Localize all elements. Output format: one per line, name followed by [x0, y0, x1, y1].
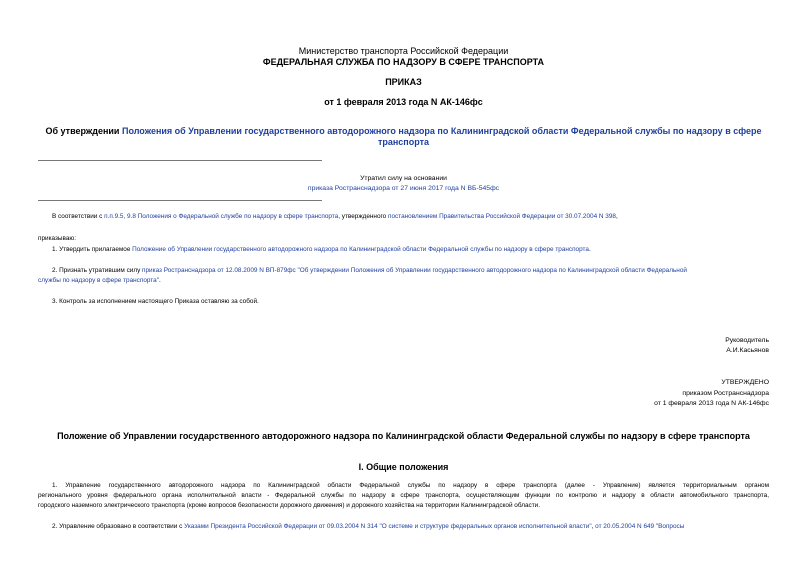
lost-force-note: Утратил силу на основании — [360, 175, 447, 182]
approval-stamp: УТВЕРЖДЕНО — [721, 379, 769, 386]
signature-name: А.И.Касьянов — [726, 347, 769, 354]
service-name: ФЕДЕРАЛЬНАЯ СЛУЖБА ПО НАДЗОРУ В СФЕРЕ ТРАНСПОРТА — [262, 57, 545, 67]
item-2 — [52, 266, 687, 276]
regulation-link-cont[interactable]: транспорта — [377, 137, 430, 147]
doc-date-number: от 1 февраля 2013 года N АК-146фс — [324, 97, 483, 107]
item-text: . — [158, 277, 161, 284]
section-heading: I. Общие положения — [358, 462, 449, 472]
doc-title-prefix: Об утверждении — [45, 126, 122, 136]
approval-date-number: от 1 февраля 2013 года N АК-146фс — [654, 400, 769, 407]
paragraph-1-line-3: городского наземного электрического транспорта (кроме вопросов безопасности дорожного движения) и дорожного хозяйства на территории Калининградской области. — [38, 502, 540, 509]
doc-type: ПРИКАЗ — [385, 77, 422, 87]
paragraph-1-line-1: 1. Управление государственного автодорожного надзора по Калининградской области Федеральной службы по надзору в сфере транспорта (далее - Управление) является территориальным органом — [52, 482, 769, 489]
doc-title — [0, 126, 807, 137]
repealed-order-link[interactable]: приказ Ространснадзора от 12.08.2009 N ВП-879фс "Об утверждении Положения об Управлении государственного автодорожного надзора по Калининградской области Федеральной — [142, 267, 687, 274]
regulation-title: Положение об Управлении государственного автодорожного надзора по Калининградской области Федеральной службы по надзору в сфере транспорта — [57, 431, 750, 441]
paragraph-text: , — [591, 523, 596, 530]
approved-regulation-link[interactable]: Положение об Управлении государственного автодорожного надзора по Калининградской области Федеральной службы по надзору в сфере транспорта — [132, 246, 589, 253]
item-2-cont — [38, 276, 161, 286]
government-decree-link[interactable]: постановлением Правительства Российской Федерации от 30.07.2004 N 398 — [388, 213, 616, 220]
paragraph-text: 2. Управление образовано в соответствии с — [52, 523, 185, 530]
presidential-decree-link-2[interactable]: от 20.05.2004 N 649 "Вопросы — [595, 523, 685, 530]
preamble-text: , утвержденного — [338, 213, 389, 220]
item-text: . — [588, 246, 591, 253]
approval-by-order: приказом Ространснадзора — [682, 390, 769, 397]
divider-bottom — [38, 200, 322, 201]
item-text: 1. Утвердить прилагаемое — [52, 246, 133, 253]
repealed-order-link-cont[interactable]: службы по надзору в сфере транспорта" — [38, 277, 159, 284]
item-text: 2. Признать утратившим силу — [52, 267, 143, 274]
signature-position: Руководитель — [725, 337, 769, 344]
doc-title-line2 — [0, 137, 807, 148]
preamble-text: В соответствии с — [52, 213, 105, 220]
paragraph-2 — [52, 522, 684, 532]
item-3: 3. Контроль за исполнением настоящего Приказа оставляю за собой. — [52, 298, 259, 305]
order-word: приказываю: — [38, 235, 76, 242]
presidential-decree-link[interactable]: Указами Президента Российской Федерации от 09.03.2004 N 314 "О системе и структуре федеральных органов исполнительной власти" — [184, 523, 592, 530]
item-1 — [52, 245, 591, 255]
lost-force-basis — [0, 184, 807, 194]
regulation-link[interactable]: Положения об Управлении государственного автодорожного надзора по Калининградской области Федеральной службы по надзору в сфере — [121, 126, 762, 136]
preamble-text: , — [615, 213, 618, 220]
basis-order-link[interactable]: приказа Ространснадзора от 27 июня 2017 года N ВБ-545фс — [307, 185, 500, 192]
provision-link[interactable]: п.п.9.5, 9.8 Положения о Федеральной службе по надзору в сфере транспорта — [104, 213, 339, 220]
preamble — [52, 212, 618, 222]
paragraph-1-line-2: регионального уровня федерального органа исполнительной власти - Федеральной службы по надзору в сфере транспорта, осуществляющим функции по контролю и надзору в области автомобильного транспорта, — [38, 492, 769, 499]
divider-top — [38, 160, 322, 161]
ministry-name: Министерство транспорта Российской Федерации — [298, 46, 509, 56]
